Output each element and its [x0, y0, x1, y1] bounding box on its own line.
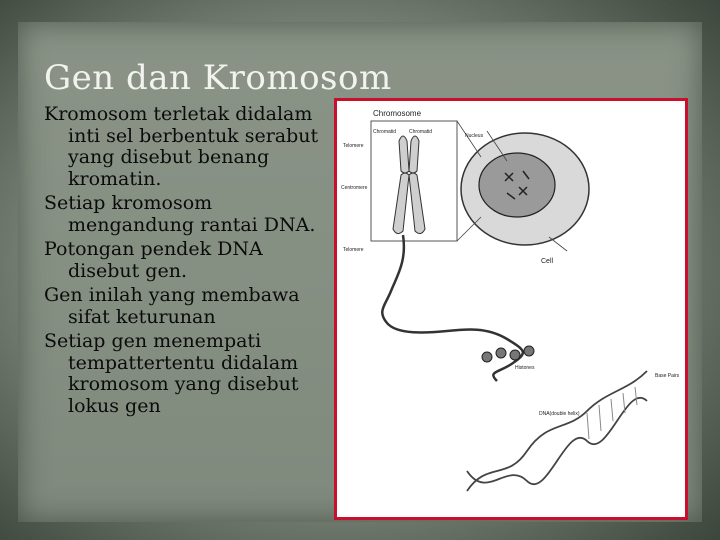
bullet-item: Potongan pendek DNA disebut gen.: [44, 238, 263, 282]
slide-title: Gen dan Kromosom: [44, 58, 392, 98]
label-telomere-bottom: Telomere: [343, 247, 364, 253]
label-telomere-top: Telomere: [343, 143, 364, 149]
label-centromere: Centromere: [341, 185, 368, 191]
label-chromosome: Chromosome: [373, 109, 422, 118]
label-cell: Cell: [541, 258, 554, 265]
bullet-item: Setiap kromosom mengandung rantai DNA.: [44, 192, 316, 236]
label-chromatid: Chromatid: [373, 129, 397, 135]
chromosome-shape: [393, 136, 425, 234]
histone-beads: [482, 346, 534, 362]
bullet-item: Kromosom terletak didalam inti sel berbentuk serabut yang disebut benang kromatin.: [44, 103, 319, 190]
dna-helix: [467, 371, 647, 491]
label-dna: DNA(double helix): [539, 411, 580, 417]
bullet-item: Setiap gen menempati tempattertentu didalam kromosom yang disebut lokus gen: [44, 330, 299, 417]
chromosome-diagram: [334, 98, 688, 520]
label-base-pairs: Base Pairs: [655, 373, 680, 379]
label-nucleus: Nucleus: [465, 133, 484, 139]
bullet-list: [44, 104, 334, 420]
chromatin-strand: [382, 235, 523, 381]
nucleus-shape: [479, 153, 555, 217]
diagram-illustration: [337, 101, 685, 517]
dna-base-pairs: [587, 387, 637, 439]
bullet-item: Gen inilah yang membawa sifat keturunan: [44, 284, 300, 328]
label-histones: Histones: [515, 365, 535, 371]
label-chromatid-2: Chromatid: [409, 129, 433, 135]
